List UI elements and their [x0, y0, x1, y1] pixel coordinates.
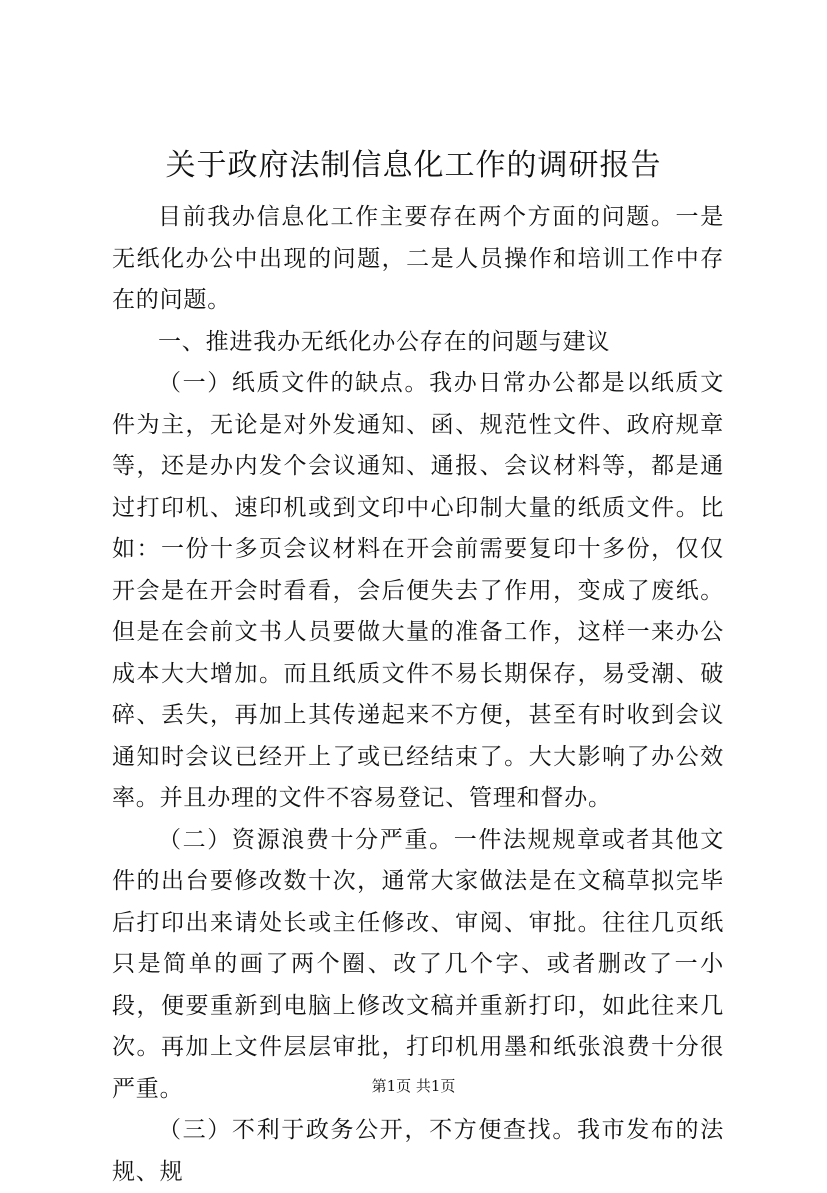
section-heading: 一、推进我办无纸化办公存在的问题与建议	[158, 328, 611, 355]
paragraph-resource-waste: （二）资源浪费十分严重。一件法规规章或者其他文件的出台要修改数十次，通常大家做法是在文稿草拟完毕后打印出来请处长或主任修改、审阅、审批。往往几页纸只是简单的画了两个圈、改了几个字、或者删改了一小段，便要重新到电脑上修改文稿并重新打印，如此往来几次。再加上文件层层审批，打印机用墨和纸张浪费十分很严重。	[112, 826, 724, 1102]
paragraph-paper-drawbacks: （一）纸质文件的缺点。我办日常办公都是以纸质文件为主，无论是对外发通知、函、规范性文件、政府规章等，还是办内发个会议通知、通报、会议材料等，都是通过打印机、速印机或到文印中心印制大量的纸质文件。比如：一份十多页会议材料在开会前需要复印十多份，仅仅开会是在开会时看看，会后便失去了作用，变成了废纸。但是在会前文书人员要做大量的准备工作，这样一来办公成本大大增加。而且纸质文件不易长期保存，易受潮、破碎、丢失，再加上其传递起来不方便，甚至有时收到会议通知时会议已经开上了或已经结束了。大大影响了办公效率。并且办理的文件不容易登记、管理和督办。	[112, 370, 724, 811]
document-body	[112, 197, 724, 1193]
paragraph-transparency: （三）不利于政务公开，不方便查找。我市发布的法规、规	[112, 1117, 724, 1185]
page-footer: 第1页 共1页	[371, 1077, 456, 1095]
document-title: 关于政府法制信息化工作的调研报告	[165, 148, 662, 183]
paragraph-intro: 目前我办信息化工作主要存在两个方面的问题。一是无纸化办公中出现的问题，二是人员操作和培训工作中存在的问题。	[112, 204, 724, 313]
